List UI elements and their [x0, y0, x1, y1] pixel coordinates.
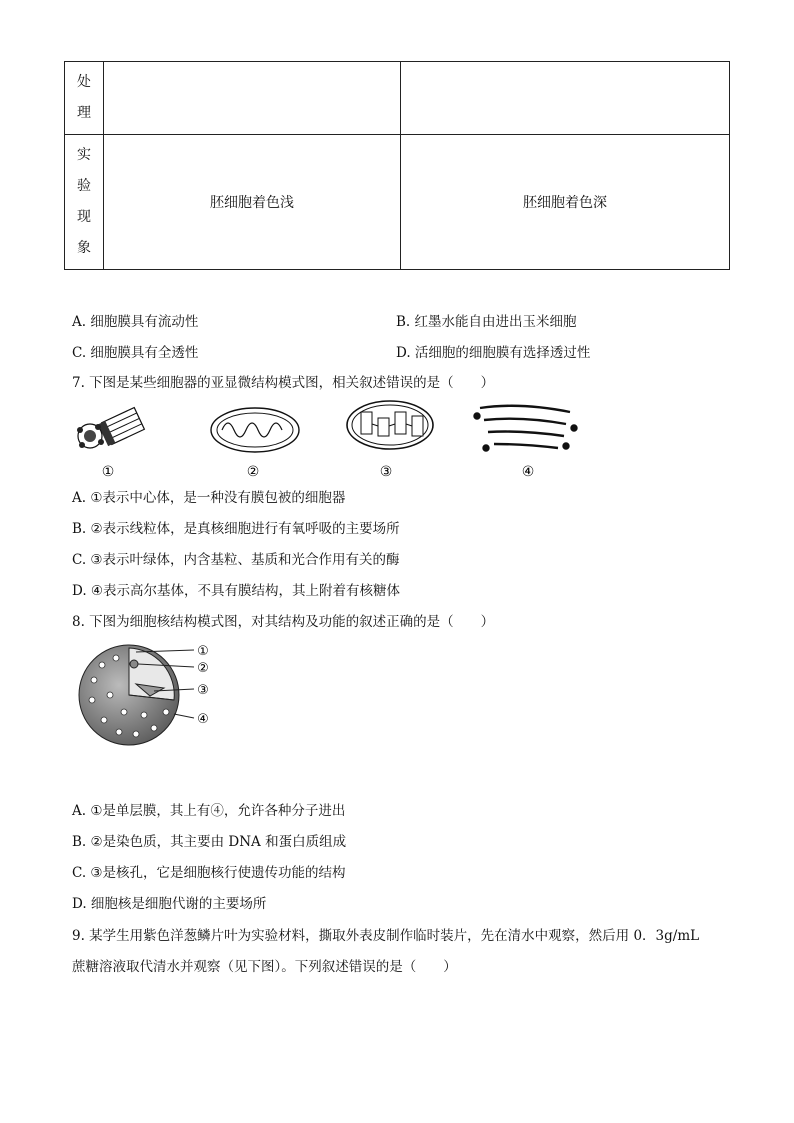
- phenomenon-cell-1: 胚细胞着色浅: [104, 135, 401, 270]
- header-char: 现: [77, 209, 91, 225]
- q6-option-b[interactable]: B. 红墨水能自由进出玉米细胞: [396, 314, 577, 330]
- treatment-cell-1: [104, 62, 401, 135]
- q8-option-b[interactable]: B. ②是染色质，其主要由 DNA 和蛋白质组成: [72, 834, 347, 850]
- header-char: 理: [77, 105, 91, 121]
- header-char: 处: [77, 74, 91, 90]
- experiment-table: [64, 61, 730, 270]
- nucleus-label-3: ③: [197, 683, 209, 698]
- q9-stem-line2: 蔗糖溶液取代清水并观察（见下图）。下列叙述错误的是（ ）: [72, 959, 457, 975]
- header-char: 象: [77, 240, 91, 256]
- nucleus-label-4: ④: [197, 712, 209, 727]
- organelle-figure: [68, 398, 588, 480]
- q6-option-a[interactable]: A. 细胞膜具有流动性: [72, 314, 199, 330]
- figure-label-3: ③: [379, 464, 393, 480]
- table-row-phenomenon: [65, 135, 730, 270]
- q7-option-d[interactable]: D. ④表示高尔基体，不具有膜结构，其上附着有核糖体: [72, 583, 401, 599]
- phenomenon-cell-2: 胚细胞着色深: [401, 135, 730, 270]
- row-header-phenomenon: [65, 135, 104, 270]
- nucleus-icon: [79, 645, 194, 745]
- nucleus-label-1: ①: [197, 644, 209, 659]
- figure-label-2: ②: [246, 464, 260, 480]
- q9-stem-line1: 9. 某学生用紫色洋葱鳞片叶为实验材料，撕取外表皮制作临时装片，先在清水中观察，然后用 0．3g/mL: [72, 928, 700, 944]
- golgi-icon: [475, 406, 577, 451]
- header-char: 实: [77, 147, 91, 163]
- q7-option-c[interactable]: C. ③表示叶绿体，内含基粒、基质和光合作用有关的酶: [72, 552, 400, 568]
- row-header-treatment: [65, 62, 104, 135]
- q7-option-b[interactable]: B. ②表示线粒体，是真核细胞进行有氧呼吸的主要场所: [72, 521, 400, 537]
- figure-label-4: ④: [521, 464, 535, 480]
- header-char: 验: [77, 178, 91, 194]
- q8-stem: 8. 下图为细胞核结构模式图，对其结构及功能的叙述正确的是（ ）: [72, 614, 495, 630]
- q7-option-a[interactable]: A. ①表示中心体，是一种没有膜包被的细胞器: [72, 490, 346, 506]
- mitochondrion-icon: [211, 408, 299, 452]
- q7-stem: 7. 下图是某些细胞器的亚显微结构模式图，相关叙述错误的是（ ）: [72, 375, 495, 391]
- q6-option-c[interactable]: C. 细胞膜具有全透性: [72, 345, 199, 361]
- q6-option-d[interactable]: D. 活细胞的细胞膜有选择透过性: [396, 345, 591, 361]
- q8-option-a[interactable]: A. ①是单层膜，其上有④，允许各种分子进出: [72, 803, 346, 819]
- treatment-cell-2: [401, 62, 730, 135]
- q8-option-c[interactable]: C. ③是核孔，它是细胞核行使遗传功能的结构: [72, 865, 346, 881]
- nucleus-figure: [74, 640, 224, 752]
- centriole-icon: [77, 408, 144, 448]
- chloroplast-icon: [347, 401, 433, 449]
- figure-label-1: ①: [101, 464, 115, 480]
- nucleus-label-2: ②: [197, 661, 209, 676]
- q8-option-d[interactable]: D. 细胞核是细胞代谢的主要场所: [72, 896, 267, 912]
- table-row-treatment: [65, 62, 730, 135]
